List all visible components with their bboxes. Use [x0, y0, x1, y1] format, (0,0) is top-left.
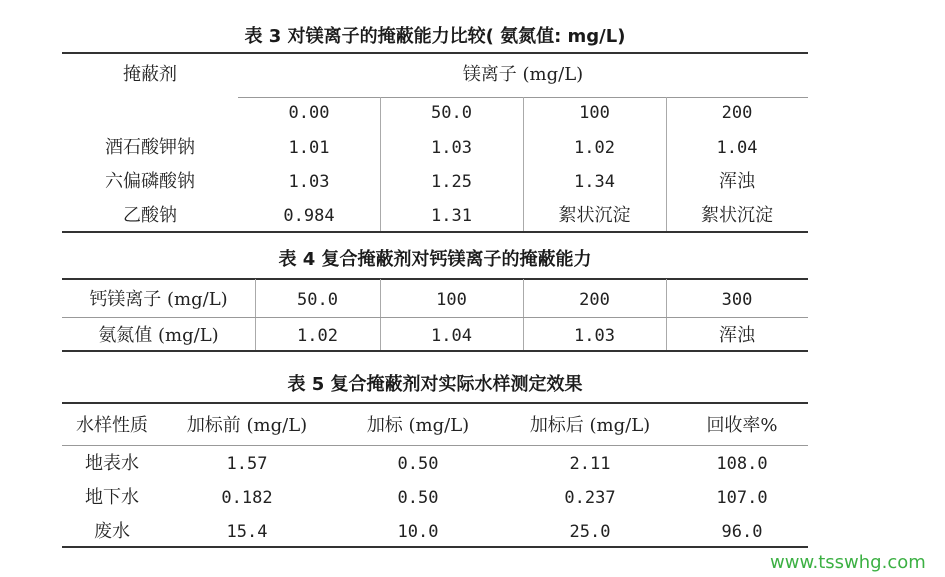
table5-cell: 107.0 — [716, 488, 768, 508]
table4-cell: 50.0 — [297, 290, 338, 310]
table4-cell: 200 — [579, 290, 610, 310]
table3-cell: 1.34 — [574, 172, 615, 192]
table4-cell: 1.02 — [297, 326, 338, 346]
table4-cell: 1.04 — [431, 326, 472, 346]
table5-row-label: 废水 — [94, 521, 130, 542]
table4-row-rule — [62, 317, 808, 318]
table5-cell: 0.237 — [564, 488, 616, 508]
table5-header-rule — [62, 445, 808, 446]
table5-cell: 0.50 — [397, 454, 439, 474]
table5-cell: 2.11 — [569, 454, 611, 474]
table5-cell: 108.0 — [716, 454, 768, 474]
table3-row-label: 酒石酸钾钠 — [105, 137, 195, 158]
table5-cell: 0.182 — [221, 488, 273, 508]
table5-cell: 25.0 — [569, 522, 611, 542]
table3-cell: 絮状沉淀 — [558, 205, 631, 226]
table3-cell: 1.03 — [431, 138, 472, 158]
table3-cell: 1.25 — [431, 172, 472, 192]
table5-cell: 0.50 — [397, 488, 439, 508]
table5-top-rule — [62, 402, 808, 404]
table3-header-group: 镁离子 (mg/L) — [462, 64, 584, 85]
table4-cell: 浑浊 — [719, 325, 755, 346]
table5-header: 加标前 (mg/L) — [186, 415, 308, 436]
table3-cell: 絮状沉淀 — [701, 205, 773, 226]
table3-cell: 1.31 — [431, 206, 472, 226]
table3-row-label: 乙酸钠 — [123, 205, 177, 226]
table4-cell: 100 — [436, 290, 467, 310]
table5-row-label: 地下水 — [85, 487, 139, 508]
table5-cell: 96.0 — [721, 522, 763, 542]
table5-cell: 10.0 — [397, 522, 439, 542]
table4-title: 表 4 复合掩蔽剂对钙镁离子的掩蔽能力 — [278, 249, 592, 270]
table4-bottom-rule — [62, 350, 808, 352]
table3-col-header: 100 — [579, 103, 610, 123]
table3-cell: 1.01 — [288, 138, 330, 158]
table4-top-rule — [62, 278, 808, 280]
table3-col-header: 0.00 — [288, 103, 330, 123]
table4-cell: 300 — [721, 290, 753, 310]
table3-bottom-rule — [62, 231, 808, 233]
table3-cell: 0.984 — [283, 206, 335, 226]
table5-header: 加标后 (mg/L) — [529, 415, 651, 436]
table5-header: 回收率% — [706, 415, 778, 436]
table5-row-label: 地表水 — [85, 453, 139, 474]
table3-cell: 浑浊 — [719, 171, 755, 192]
table4-row-label: 钙镁离子 (mg/L) — [89, 289, 228, 310]
table3-col-header: 200 — [721, 103, 753, 123]
table3-top-rule — [62, 52, 808, 54]
table5-cell: 1.57 — [226, 454, 268, 474]
table3-col-header: 50.0 — [431, 103, 472, 123]
table5-header: 水样性质 — [76, 415, 148, 436]
table3-title: 表 3 对镁离子的掩蔽能力比较( 氨氮值: mg/L) — [244, 26, 626, 47]
table3-row-label: 六偏磷酸钠 — [105, 171, 195, 192]
table3-cell: 1.03 — [288, 172, 330, 192]
table3-header-agent: 掩蔽剂 — [123, 64, 177, 85]
site-watermark: www.tsswhg.com — [770, 552, 926, 573]
table5-bottom-rule — [62, 546, 808, 548]
table3-cell: 1.04 — [716, 138, 758, 158]
table4-cell: 1.03 — [574, 326, 615, 346]
table5-cell: 15.4 — [226, 522, 268, 542]
table5-header: 加标 (mg/L) — [366, 415, 470, 436]
table3-cell: 1.02 — [574, 138, 615, 158]
table5-title: 表 5 复合掩蔽剂对实际水样测定效果 — [287, 374, 583, 395]
table4-row-label: 氨氮值 (mg/L) — [98, 325, 219, 346]
